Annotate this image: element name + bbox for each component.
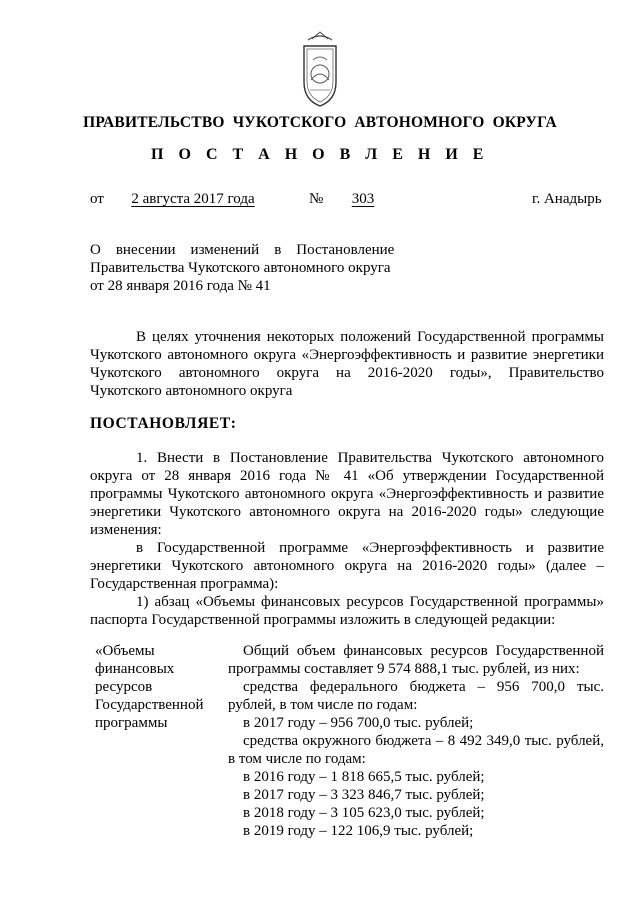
preamble-line: Чукотского автономного округа «Энергоэффективность и развитие энергетики [90,347,604,363]
decree-date: 2 августа 2017 года [131,191,255,207]
table-right-line: рублей, в том числе по годам: [228,697,418,713]
body-line: 1. Внести в Постановление Правительства Чукотского автономного [136,450,604,466]
preamble-line: Чукотского автономного округа на 2016-2020 годы», Правительство [90,365,604,381]
table-right-line: в 2017 году – 956 700,0 тыс. рублей; [243,715,474,731]
table-right-line: в 2018 году – 3 105 623,0 тыс. рублей; [243,805,485,821]
table-right-line: в 2019 году – 122 106,9 тыс. рублей; [243,823,474,839]
decree-title: П О С Т А Н О В Л Е Н И Е [151,146,489,163]
table-right-line: средства федерального бюджета – 956 700,0 тыс. [243,679,604,695]
city: г. Анадырь [532,191,602,207]
body-line: в Государственной программе «Энергоэффективность и развитие [136,540,604,556]
table-left-cell: ресурсов [95,679,153,695]
body-line: 1) абзац «Объемы финансовых ресурсов Государственной программы» [136,594,604,610]
table-right-line: программы составляет 9 574 888,1 тыс. рублей, из них: [228,661,580,677]
body-line: округа от 28 января 2016 года № 41 «Об утверждении Государственной [90,468,604,484]
table-right-line: в 2017 году – 3 323 846,7 тыс. рублей; [243,787,485,803]
table-left-cell: программы [95,715,168,731]
table-right-line: средства окружного бюджета – 8 492 349,0 тыс. рублей, [243,733,604,749]
number-label: № [309,191,324,207]
decree-number: 303 [351,191,375,207]
decree-word: ПОСТАНОВЛЯЕТ: [90,415,237,432]
subject-line-2: Правительства Чукотского автономного округа [90,260,391,276]
table-left-cell: Государственной [95,697,204,713]
subject-line-3: от 28 января 2016 года № 41 [90,278,271,294]
table-right-line: в 2016 году – 1 818 665,5 тыс. рублей; [243,769,485,785]
date-from-label: от [90,191,104,207]
table-right-line: в том числе по годам: [228,751,366,767]
body-line: Государственная программа): [90,576,279,592]
coat-of-arms-emblem [296,30,344,110]
table-left-cell: «Объемы [95,643,155,659]
body-line: энергетики Чукотского автономного округа на 2016-2020 годы» следующие [90,504,604,520]
table-left-cell: финансовых [95,661,175,677]
body-line: паспорта Государственной программы изложить в следующей редакции: [90,612,556,628]
preamble-line: Чукотского автономного округа [90,383,293,399]
body-line: программы Чукотского автономного округа «Энергоэффективность и развитие [90,486,604,502]
subject-line-1: О внесении изменений в Постановление [90,242,395,258]
table-right-line: Общий объем финансовых ресурсов Государственной [243,643,604,659]
body-line: изменения: [90,522,162,538]
government-title: ПРАВИТЕЛЬСТВО ЧУКОТСКОГО АВТОНОМНОГО ОКРУГА [83,114,557,131]
body-line: энергетики Чукотского автономного округа на 2016-2020 годы» (далее – [90,558,604,574]
preamble-line: В целях уточнения некоторых положений Государственной программы [136,329,604,345]
